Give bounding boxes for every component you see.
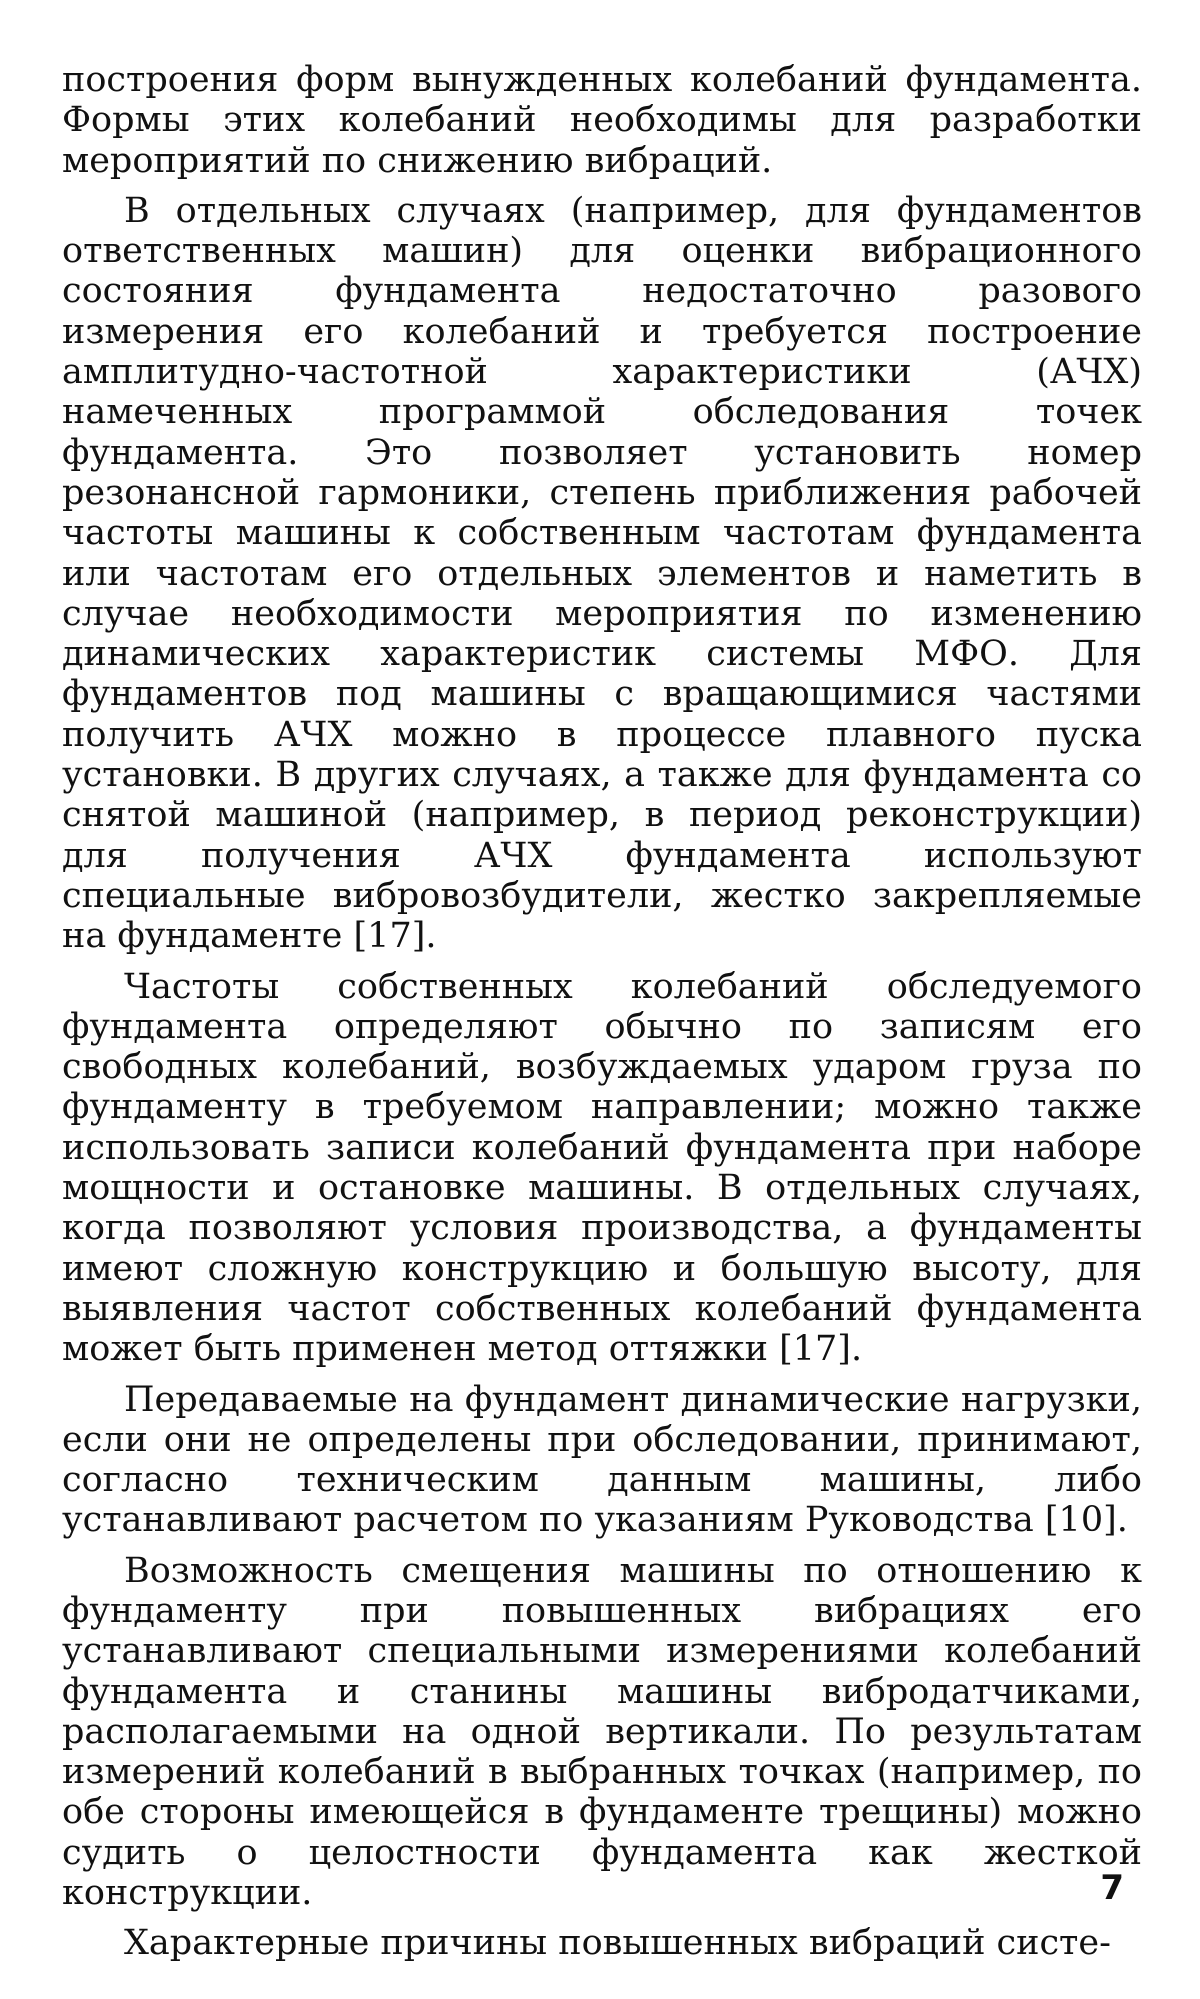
- body-text: [62, 60, 1142, 1964]
- paragraph-frequency-response: В отдельных случаях (например, для фундаментов ответственных машин) для оценки вибрационного состояния фундамента недостаточно разового измерения его колебаний и требуется построение амплитудно-частотной характеристики (АЧХ) намеченных программой обследования точек фундамента. Это позволяет установить номер резонансной гармоники, степень приближения рабочей частоты машины к собственным частотам фундамента или частотам его отдельных элементов и наметить в случае необходимости мероприятия по изменению динамических характеристик системы МФО. Для фундаментов под машины с вращающимися частями получить АЧХ можно в процессе плавного пуска установки. В других случаях, а также для фундамента со снятой машиной (например, в период реконструкции) для получения АЧХ фундамента используют специальные вибровозбудители, жестко закрепляемые на фундаменте [17].: [62, 190, 1142, 957]
- page-number: 7: [1100, 1868, 1124, 1908]
- paragraph-continuation: построения форм вынужденных колебаний фундамента. Формы этих колебаний необходимы для разработки мероприятий по снижению вибраций.: [62, 60, 1142, 181]
- paragraph-dynamic-loads: Передаваемые на фундамент динамические нагрузки, если они не определены при обследовании, принимают, согласно техническим данным машины, либо устанавливают расчетом по указаниям Руководства [10].: [62, 1379, 1142, 1541]
- paragraph-machine-displacement: Возможность смещения машины по отношению к фундаменту при повышенных вибрациях его устанавливают специальными измерениями колебаний фундамента и станины машины вибродатчиками, располагаемыми на одной вертикали. По результатам измерений колебаний в выбранных точках (например, по обе стороны имеющейся в фундаменте трещины) можно судить о целостности фундамента как жесткой конструкции.: [62, 1550, 1142, 1914]
- paragraph-vibration-causes: Характерные причины повышенных вибраций систе-: [124, 1923, 1111, 1964]
- paragraph-natural-frequencies: Частоты собственных колебаний обследуемого фундамента определяют обычно по записям его свободных колебаний, возбуждаемых ударом груза по фундаменту в требуемом направлении; можно также использовать записи колебаний фундамента при наборе мощности и остановке машины. В отдельных случаях, когда позволяют условия производства, а фундаменты имеют сложную конструкцию и большую высоту, для выявления частот собственных колебаний фундамента может быть применен метод оттяжки [17].: [62, 966, 1142, 1370]
